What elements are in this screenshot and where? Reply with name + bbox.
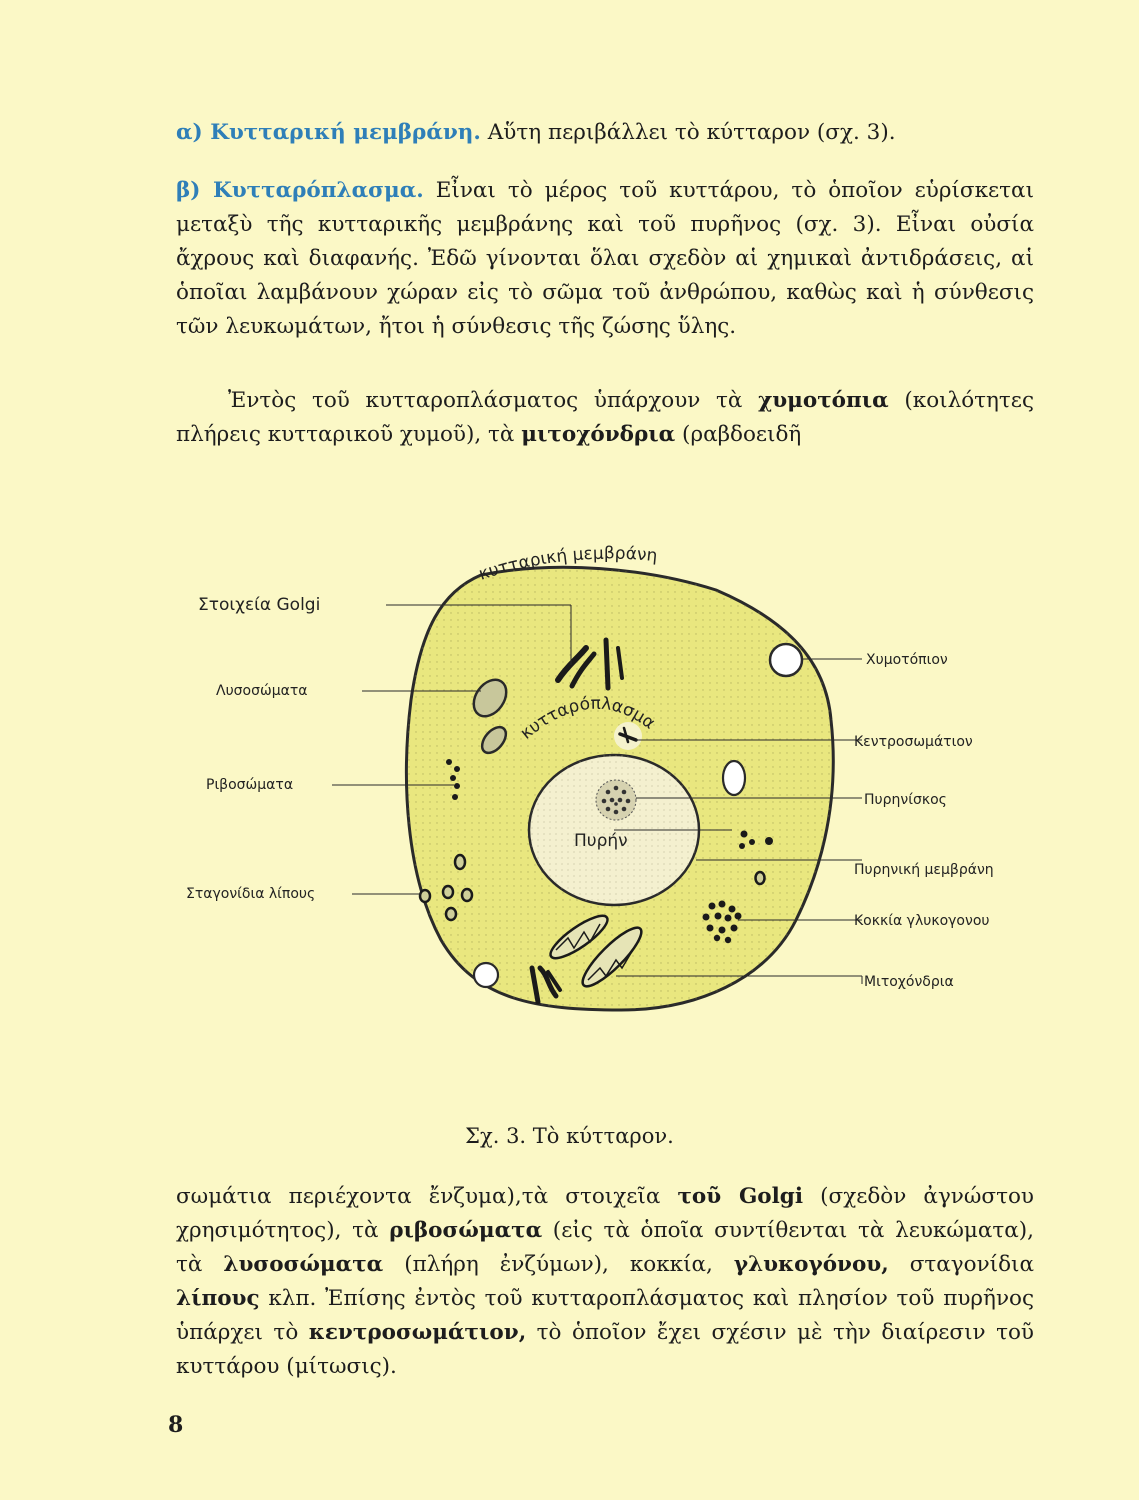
text-segment: τὸ ὁποῖον ἔχει σχέσιν μὲ τὴν διαίρεσιν τοῦ κυττάρου (μίτωσις).: [176, 1320, 1034, 1379]
label-glycogen: Κοκκία γλυκογονου: [854, 913, 990, 929]
text-segment: (κοιλότητες πλήρεις κυτταρικοῦ χυμοῦ), τὰ: [176, 388, 1034, 447]
label-centrosome: Κεντροσωμάτιον: [854, 734, 973, 750]
heading-cytoplasm: β) Κυτταρόπλασμα.: [176, 178, 424, 203]
term-ribosomes: ριβοσώματα: [389, 1218, 543, 1243]
term-centrosome: κεντροσωμάτιον,: [308, 1320, 527, 1345]
label-vacuole: Χυμοτόπιον: [866, 652, 948, 668]
label-nucleolus: Πυρηνίσκος: [864, 792, 947, 808]
text-segment: (πλήρη ἐνζύμων), κοκκία,: [383, 1252, 734, 1277]
label-ribosomes: Ριβοσώματα: [206, 777, 294, 793]
term-lysosomes: λυσοσώματα: [223, 1252, 384, 1277]
text-segment: σωμάτια περιέχοντα ἔνζυμα),τὰ στοιχεῖα: [176, 1184, 678, 1209]
paragraph-cell-membrane: [176, 116, 1034, 150]
membrane-label-path: κυτταρική μεμβράνη: [476, 543, 659, 585]
text-segment: (εἰς τὰ ὁποῖα συντίθενται τὰ λευκώματα), τὰ: [176, 1218, 1034, 1277]
label-nuclear-membrane: Πυρηνική μεμβράνη: [854, 862, 994, 878]
term-glycogen: γλυκογόνου,: [733, 1252, 889, 1277]
text-segment: σταγονίδια: [888, 1252, 1034, 1277]
label-fat-droplets: Σταγονίδια λίπους: [186, 886, 316, 902]
heading-cell-membrane: α) Κυτταρική μεμβράνη.: [176, 120, 481, 145]
paragraph-cytoplasm: [176, 174, 1034, 344]
page-number: 8: [168, 1412, 184, 1438]
text-cytoplasm: Εἶναι τὸ μέρος τοῦ κυττάρου, τὸ ὁποῖον εὑρίσκεται μεταξὺ τῆς κυτταρικῆς μεμβράνης καὶ τοῦ πυρῆνος (σχ. 3). Εἶναι οὐσία ἄχρους καὶ διαφανής. Ἐδῶ γίνονται ὅλαι σχεδὸν αἱ χημικαὶ ἀντιδράσεις, αἱ ὁποῖαι λαμβάνουν χώραν εἰς τὸ σῶμα τοῦ ἀνθρώπου, καθὼς καὶ ἡ σύνθεσις τῶν λευκωμάτων, ἤτοι ἡ σύνθεσις τῆς ζώσης ὕλης.: [176, 178, 1035, 339]
term-golgi: τοῦ Golgi: [677, 1184, 804, 1209]
text-segment: (ραβδοειδῆ: [675, 422, 802, 447]
figure-caption: Σχ. 3. Τὸ κύτταρον.: [465, 1124, 674, 1148]
cytoplasm-label-path: κυτταρόπλασμα: [516, 693, 659, 744]
term-vacuoles: χυμοτόπια: [758, 388, 889, 413]
paragraph-organelles-intro: [176, 384, 1034, 452]
term-mitochondria: μιτοχόνδρια: [521, 422, 676, 447]
paragraph-organelles-cont: [176, 1180, 1034, 1384]
vacuole: [770, 644, 802, 676]
vacuole-bottom: [474, 963, 498, 987]
text-segment: Ἐντὸς τοῦ κυτταροπλάσματος ὑπάρχουν τὰ: [228, 388, 759, 413]
term-fat: λίπους: [176, 1286, 260, 1311]
vacuole-small: [723, 761, 745, 795]
text-segment: κλπ. Ἐπίσης ἐντὸς τοῦ κυτταροπλάσματος καὶ πλησίον τοῦ πυρῆνος ὑπάρχει τὸ: [176, 1286, 1034, 1345]
nucleus-label: Πυρήν: [574, 831, 628, 851]
nucleolus: [596, 780, 636, 820]
cell-diagram: [176, 520, 1056, 1020]
label-lysosomes: Λυσοσώματα: [216, 683, 308, 699]
text-cell-membrane: Αὕτη περιβάλλει τὸ κύτταρον (σχ. 3).: [480, 120, 896, 145]
label-mitochondria: Μιτοχόνδρια: [864, 974, 954, 990]
label-golgi: Στοιχεία Golgi: [198, 595, 321, 615]
text-segment: (σχεδὸν ἀγνώστου χρησιμότητος), τὰ: [176, 1184, 1034, 1243]
